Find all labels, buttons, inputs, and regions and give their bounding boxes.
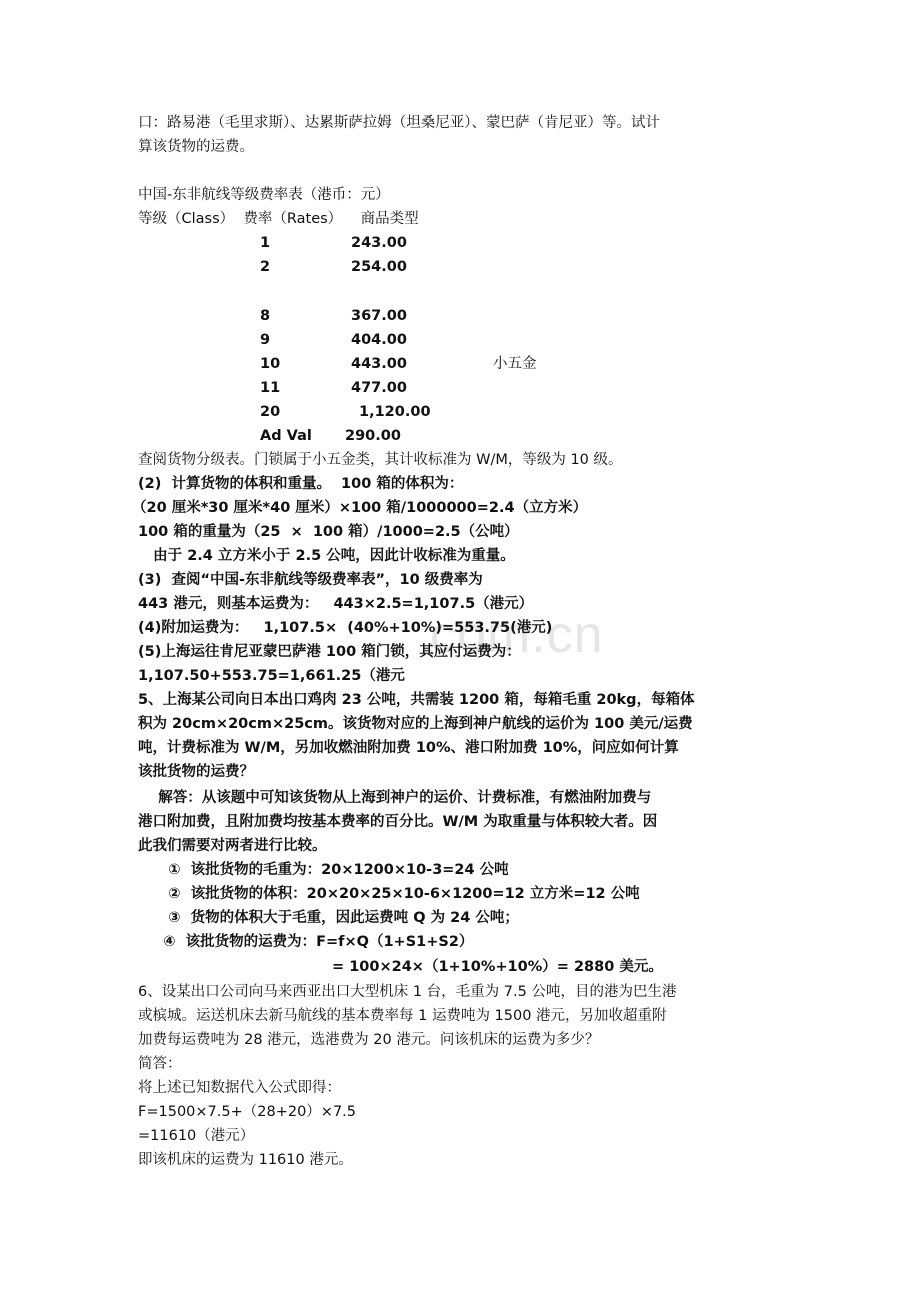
answer-line: 解答：从该题中可知该货物从上海到神户的运价、计费标准，有燃油附加费与 — [138, 790, 652, 806]
formula-line: 1,107.50+553.75=1,661.25（港元 — [138, 668, 405, 684]
table-cell-rate: 1,120.00 — [359, 404, 431, 420]
formula-line: (4)附加运费为： 1,107.5× (40%+10%)=553.75(港元) — [138, 620, 553, 636]
watermark: com.cn — [430, 606, 604, 664]
table-cell-class: Ad Val — [260, 428, 312, 444]
formula-line: （20 厘米*30 厘米*40 厘米）×100 箱/1000000=2.4（立方米） — [132, 500, 588, 516]
step-heading: (2) 计算货物的体积和重量。 100 箱的体积为： — [138, 476, 464, 492]
answer-step: ① 该批货物的毛重为：20×1200×10-3=24 公吨 — [138, 862, 509, 878]
answer-step: ③ 货物的体积大于毛重，因此运费吨 Q 为 24 公吨； — [138, 910, 519, 926]
answer-line: 将上述已知数据代入公式即得： — [138, 1080, 341, 1096]
table-cell-class: 2 — [260, 259, 271, 275]
answer-line: 港口附加费，且附加费均按基本费率的百分比。W/M 为取重量与体积较大者。因 — [138, 814, 658, 830]
formula-line: 443 港元，则基本运费为： 443×2.5=1,107.5（港元） — [138, 596, 534, 612]
answer-line: 即该机床的运费为 11610 港元。 — [138, 1152, 353, 1168]
table-cell-rate: 367.00 — [351, 308, 407, 324]
answer-step: ② 该批货物的体积：20×20×25×10-6×1200=12 立方米=12 公吨 — [138, 886, 640, 902]
table-cell-rate: 477.00 — [351, 380, 407, 396]
question-line: 或槟城。运送机床去新马航线的基本费率每 1 运费吨为 1500 港元，另加收超重附 — [138, 1008, 667, 1024]
table-title: 中国-东非航线等级费率表（港币：元） — [138, 187, 390, 203]
answer-result: = 100×24×（1+10%+10%）= 2880 美元。 — [332, 959, 663, 975]
formula-line: 100 箱的重量为（25 × 100 箱）/1000=2.5（公吨） — [138, 524, 519, 540]
paragraph-line: 查阅货物分级表。门锁属于小五金类，其计收标准为 W/M，等级为 10 级。 — [138, 452, 623, 468]
table-header: 等级（Class） 费率（Rates） 商品类型 — [138, 211, 419, 227]
formula-line: =11610（港元） — [138, 1128, 255, 1144]
table-cell-class: 9 — [260, 332, 271, 348]
step-heading: (5)上海运往肯尼亚蒙巴萨港 100 箱门锁，其应付运费为： — [138, 644, 521, 660]
answer-step: ④ 该批货物的运费为：F=f×Q（1+S1+S2） — [138, 934, 474, 950]
answer-line: 此我们需要对两者进行比较。 — [138, 838, 327, 854]
question-line: 5、上海某公司向日本出口鸡肉 23 公吨，共需装 1200 箱，每箱毛重 20kg，每箱体 — [138, 692, 695, 708]
table-cell-class: 20 — [260, 404, 281, 420]
paragraph-line: 算该货物的运费。 — [138, 139, 254, 155]
table-cell-rate: 290.00 — [345, 428, 401, 444]
question-line: 加费每运费吨为 28 港元，选港费为 20 港元。问该机床的运费为多少？ — [138, 1032, 600, 1048]
table-cell-rate: 243.00 — [351, 235, 407, 251]
table-cell-class: 1 — [260, 235, 271, 251]
table-cell-class: 8 — [260, 308, 271, 324]
table-cell-class: 11 — [260, 380, 281, 396]
question-line: 该批货物的运费？ — [138, 764, 254, 780]
paragraph-line: 由于 2.4 立方米小于 2.5 公吨，因此计收标准为重量。 — [138, 548, 515, 564]
answer-label: 简答： — [138, 1056, 182, 1072]
table-cell-rate: 443.00 — [351, 356, 407, 372]
question-line: 吨，计费标准为 W/M，另加收燃油附加费 10%、港口附加费 10%，问应如何计算 — [138, 740, 679, 756]
formula-line: F=1500×7.5+（28+20）×7.5 — [138, 1104, 357, 1120]
step-heading: (3) 查阅“中国-东非航线等级费率表”，10 级费率为 — [138, 572, 483, 588]
paragraph-line: 口：路易港（毛里求斯）、达累斯萨拉姆（坦桑尼亚）、蒙巴萨（肯尼亚）等。试计 — [138, 115, 660, 131]
table-cell-class: 10 — [260, 356, 281, 372]
table-cell-rate: 404.00 — [351, 332, 407, 348]
table-cell-type: 小五金 — [493, 356, 537, 372]
table-cell-rate: 254.00 — [351, 259, 407, 275]
question-line: 积为 20cm×20cm×25cm。该货物对应的上海到神户航线的运价为 100 美元/运费 — [138, 716, 693, 732]
question-line: 6、设某出口公司向马来西亚出口大型机床 1 台，毛重为 7.5 公吨，目的港为巴生港 — [138, 984, 677, 1000]
